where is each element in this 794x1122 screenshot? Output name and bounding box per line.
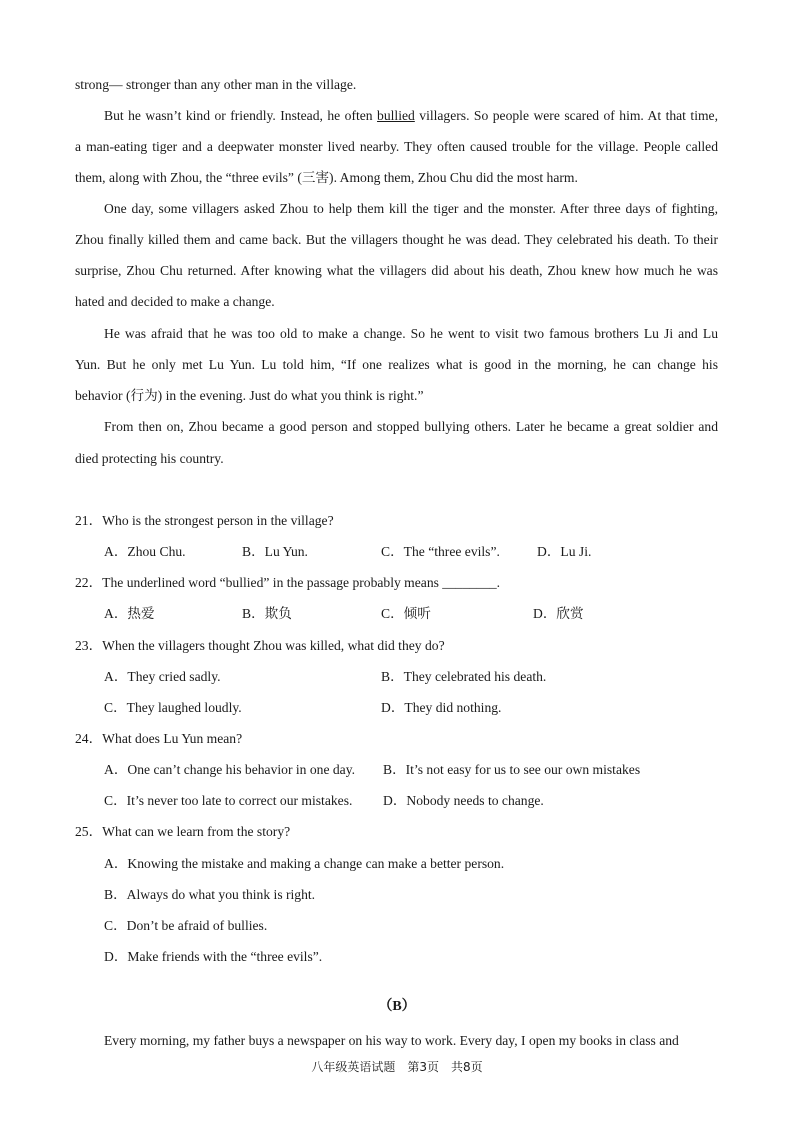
question-stem-22: 22．The underlined word “bullied” in the passage probably means ________.: [75, 575, 501, 590]
option-22-d[interactable]: D．欣赏: [533, 606, 584, 621]
passage-line: surprise, Zhou Chu returned. After knowing what the villagers did about his death, Zhou knew how much he was: [75, 263, 718, 278]
question-stem-21: 21．Who is the strongest person in the village?: [75, 513, 334, 528]
option-22-a[interactable]: A．热爱: [104, 606, 155, 621]
passage-line: One day, some villagers asked Zhou to help them kill the tiger and the monster. After three days of fighting,: [104, 201, 718, 216]
option-25-c[interactable]: C．Don’t be afraid of bullies.: [104, 918, 268, 933]
passage-line: Yun. But he only met Lu Yun. Lu told him, “If one realizes what is good in the morning, he can change his: [75, 357, 718, 372]
passage-line: them, along with Zhou, the “three evils” (三害). Among them, Zhou Chu did the most harm.: [75, 170, 578, 185]
underlined-word-bullied: bullied: [377, 108, 415, 123]
option-25-b[interactable]: B．Always do what you think is right.: [104, 887, 316, 902]
option-23-b[interactable]: B．They celebrated his death.: [381, 669, 547, 684]
option-21-d[interactable]: D．Lu Ji.: [537, 544, 592, 559]
passage-line: behavior (行为) in the evening. Just do what you think is right.”: [75, 388, 424, 403]
passage-line: hated and decided to make a change.: [75, 294, 275, 309]
passage-line: He was afraid that he was too old to make a change. So he went to visit two famous brothers Lu Ji and Lu: [104, 326, 718, 341]
option-25-a[interactable]: A．Knowing the mistake and making a change can make a better person.: [104, 856, 505, 871]
passage-line: From then on, Zhou became a good person and stopped bullying others. Later he became a great soldier and: [104, 419, 718, 434]
option-24-d[interactable]: D．Nobody needs to change.: [383, 793, 544, 808]
passage-line: died protecting his country.: [75, 451, 224, 466]
option-23-a[interactable]: A．They cried sadly.: [104, 669, 221, 684]
passage-line: strong— stronger than any other man in the village.: [75, 77, 357, 92]
passage-b-line: Every morning, my father buys a newspaper on his way to work. Every day, I open my books in class and: [104, 1033, 679, 1048]
option-21-a[interactable]: A．Zhou Chu.: [104, 544, 186, 559]
passage-line: a man-eating tiger and a deepwater monster lived nearby. They often caused trouble for the village. People called: [75, 139, 718, 154]
option-23-c[interactable]: C．They laughed loudly.: [104, 700, 242, 715]
question-stem-24: 24．What does Lu Yun mean?: [75, 731, 243, 746]
option-25-d[interactable]: D．Make friends with the “three evils”.: [104, 949, 323, 964]
option-21-c[interactable]: C．The “three evils”.: [381, 544, 500, 559]
passage-line: Zhou finally killed them and came back. But the villagers thought he was dead. They celebrated his death. To their: [75, 232, 718, 247]
option-24-c[interactable]: C．It’s never too late to correct our mistakes.: [104, 793, 353, 808]
page-footer: 八年级英语试题 第3页 共8页: [311, 1060, 483, 1074]
passage-line: But he wasn’t kind or friendly. Instead, he often bullied villagers. So people were scared of him. At that time,: [104, 108, 718, 123]
option-21-b[interactable]: B．Lu Yun.: [242, 544, 308, 559]
option-22-b[interactable]: B．欺负: [242, 606, 292, 621]
option-23-d[interactable]: D．They did nothing.: [381, 700, 502, 715]
question-stem-25: 25．What can we learn from the story?: [75, 824, 291, 839]
option-22-c[interactable]: C．倾听: [381, 606, 431, 621]
option-24-a[interactable]: A．One can’t change his behavior in one day.: [104, 762, 356, 777]
question-stem-23: 23．When the villagers thought Zhou was killed, what did they do?: [75, 638, 445, 653]
section-title-b: （B）: [378, 999, 416, 1014]
option-24-b[interactable]: B．It’s not easy for us to see our own mistakes: [383, 762, 641, 777]
